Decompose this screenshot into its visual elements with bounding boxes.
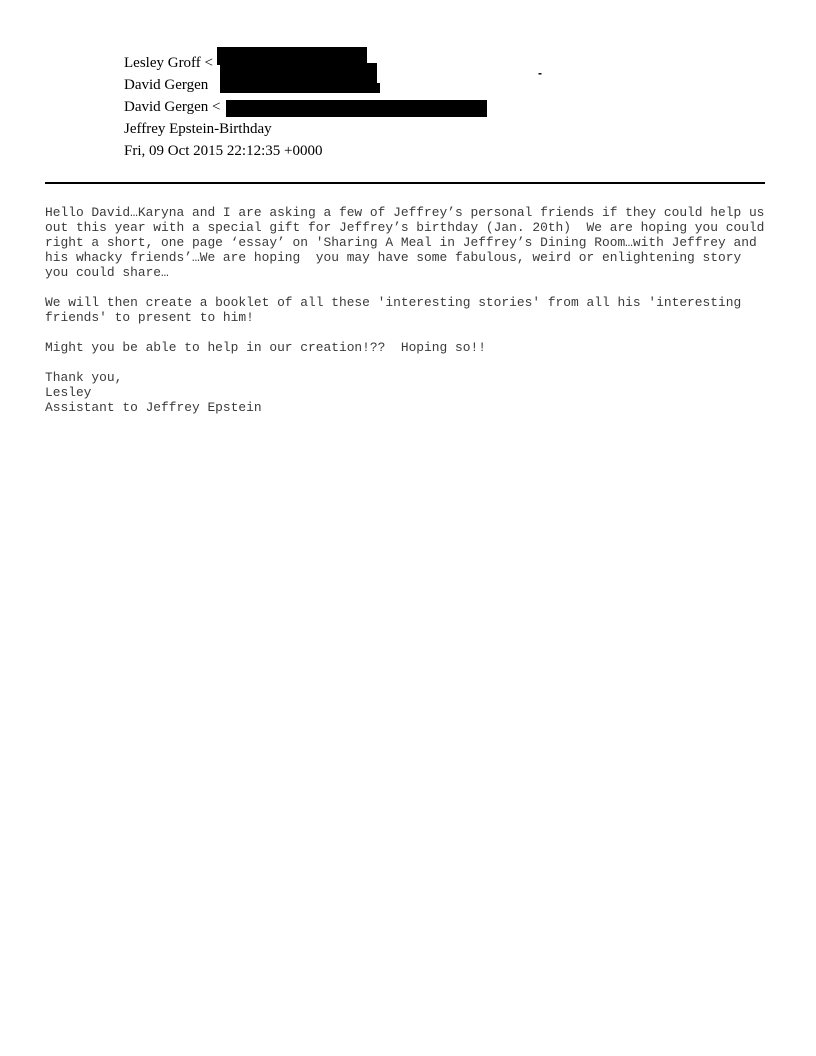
email-body — [45, 205, 785, 415]
body-paragraph-greeting: Hello David…Karyna and I are asking a few of Jeffrey’s personal friends if they could help us out this year with a special gift for Jeffrey’s birthday (Jan. 20th) We are hoping you could right a short, one page ‘essay’ on 'Sharing A Meal in Jeffrey’s Dining Room…with Jeffrey and his whacky friends’…We are hoping you may have some fabulous, weird or enlightening story you could share… — [45, 205, 765, 280]
redaction-box-to — [220, 83, 380, 93]
from-value: Lesley Groff < — [124, 55, 213, 71]
signature-title: Assistant to Jeffrey Epstein — [45, 400, 262, 415]
redaction-box-cc — [226, 100, 487, 117]
body-paragraph-request: Might you be able to help in our creation!?? Hoping so!! — [45, 340, 486, 355]
signature-closing: Thank you, — [45, 370, 123, 385]
body-paragraph-booklet: We will then create a booklet of all these 'interesting stories' from all his 'interesting friends' to present to him! — [45, 295, 742, 325]
to-value: David Gergen — [124, 77, 209, 93]
signature-block — [45, 370, 785, 415]
date-value: Fri, 09 Oct 2015 22:12:35 +0000 — [124, 143, 323, 159]
subject-value: Jeffrey Epstein-Birthday — [124, 121, 272, 137]
header-divider — [45, 182, 765, 184]
cc-value: David Gergen < — [124, 99, 221, 115]
stray-mark: - — [538, 66, 542, 80]
redaction-box-from-lower — [220, 63, 377, 83]
signature-name: Lesley — [45, 385, 92, 400]
